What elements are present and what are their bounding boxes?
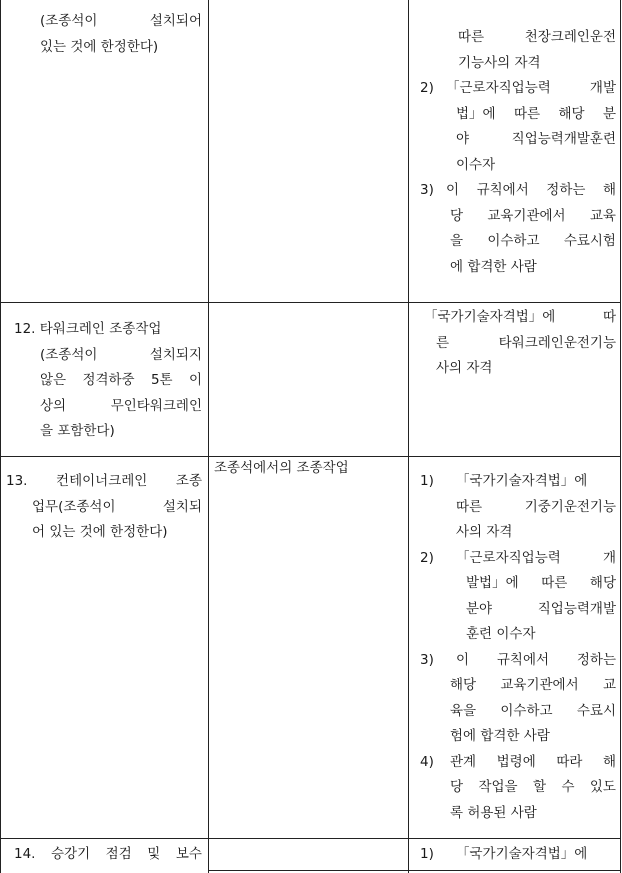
column-divider-1 [208, 0, 209, 873]
word: 따른 [456, 498, 483, 515]
row1-qual-line [420, 25, 616, 51]
word: 설치되어 [149, 13, 202, 29]
word: 「국가기술자격법」에 [424, 309, 556, 325]
item-number: 3) [420, 651, 434, 668]
word: 따 [602, 309, 616, 325]
row3-qual-item-4 [420, 750, 616, 827]
row1-qual-line [420, 76, 616, 102]
row3-qualification-cell [420, 469, 616, 826]
row4-qual-item-1 [420, 842, 616, 868]
row3-qual-line [420, 673, 616, 699]
word: 이 [456, 651, 470, 668]
word: 보수 [175, 846, 202, 862]
row3-qual-line [420, 775, 616, 801]
row3-qual-line: 록 허용된 사람 [450, 804, 537, 821]
row1-qual-line [420, 127, 616, 153]
word: 을 [450, 233, 464, 249]
word: 정격하중 [82, 372, 135, 388]
row1-qual-line [420, 204, 616, 230]
row2-job-cell [14, 317, 202, 445]
word: 이수하고 [487, 233, 540, 249]
word: 따른 [541, 575, 568, 591]
word: 수료시험 [563, 233, 616, 249]
word: 5톤 [150, 372, 173, 388]
word: 교육 [589, 207, 616, 224]
row3-work-cell [214, 456, 404, 482]
word: 교육기관에서 [487, 207, 566, 224]
table-border-right [620, 0, 621, 873]
word: 따라 [556, 753, 583, 770]
row3-qual-line [420, 597, 616, 623]
word: 승강기 [51, 846, 91, 862]
word: 기중기운전기능 [524, 498, 616, 515]
word: 이 [446, 182, 460, 198]
word: 해 [602, 182, 616, 198]
row1-qual-line [420, 178, 616, 204]
row2-job-line [14, 343, 202, 369]
row1-qual-line: 이수자 [456, 156, 496, 173]
word: 및 [147, 846, 161, 862]
row2-job-line [14, 394, 202, 420]
word: 직업능력개발 [537, 600, 616, 617]
item-number: 2) [420, 80, 434, 96]
item-number: 1) [420, 473, 434, 489]
word: 작업을 [478, 779, 518, 795]
word: 조종 [175, 473, 202, 489]
row3-qual-line: 훈련 이수자 [466, 626, 536, 642]
word: 규칙에서 [476, 182, 529, 198]
word: 타워크레인운전기능 [498, 334, 616, 351]
word: 직업능력개발훈련 [511, 131, 616, 147]
row1-qual-line [420, 102, 616, 128]
word: (조종석이 [40, 346, 98, 363]
word: 이 [188, 372, 202, 388]
word: 법령에 [496, 753, 536, 770]
row2-qualification-cell [424, 305, 616, 382]
word: 발법」에 [466, 575, 519, 591]
row3-job-line [6, 495, 202, 521]
row4-job-cell [14, 842, 202, 868]
row3-qual-line: 사의 자격 [456, 524, 513, 540]
row3-qual-line [420, 699, 616, 725]
row1-qual-item-3 [420, 178, 616, 280]
row2-job-line: 을 포함한다) [40, 423, 115, 439]
row1-qual-line: 기능사의 자격 [458, 54, 541, 71]
word: 규칙에서 [496, 651, 550, 668]
word: 른 [436, 334, 450, 351]
row3-work-text: 조종석에서의 조종작업 [214, 460, 349, 476]
row1-qualification-cell [420, 25, 616, 280]
row3-qual-line: 「국가기술자격법」에 [456, 473, 588, 489]
row2-qual-line [424, 305, 616, 331]
word: 교 [602, 677, 616, 693]
row3-qual-line: 험에 합격한 사람 [450, 728, 550, 744]
word: 육을 [450, 702, 477, 719]
item-number: 3) [420, 182, 434, 198]
row2-job-line [14, 368, 202, 394]
row3-qual-item-3 [420, 648, 616, 750]
item-number: 4) [420, 753, 434, 770]
row1-qual-line: 에 합격한 사람 [450, 258, 537, 275]
word: 설치되지 [149, 346, 202, 363]
row-divider-3 [0, 838, 621, 839]
word: 이수하고 [500, 702, 553, 719]
row1-qual-item-2 [420, 76, 616, 178]
table-bottom-border [208, 870, 621, 871]
word: 당 [450, 779, 464, 795]
word: 상의 [40, 397, 67, 414]
word: 개 [602, 549, 616, 566]
word: 천장크레인운전 [524, 29, 616, 45]
word: (조종석이 [40, 13, 98, 29]
row-divider-1 [0, 302, 621, 303]
word: 설치되 [162, 498, 202, 515]
word: 수 [561, 779, 575, 795]
word: 있도 [589, 779, 616, 795]
row1-job-line: 있는 것에 한정한다) [40, 38, 159, 55]
word: 해당 [558, 105, 585, 122]
word: 정하는 [576, 651, 616, 668]
row1-qual-line [420, 229, 616, 255]
row3-qual-line [420, 750, 616, 776]
row3-qual-line [420, 648, 616, 674]
row3-job-cell [6, 469, 202, 546]
row4-qualification-cell [420, 842, 616, 868]
word: 당 [450, 207, 464, 224]
word: 해당 [450, 677, 477, 693]
word: 따른 [458, 29, 485, 45]
column-divider-2 [408, 0, 409, 873]
word: 않은 [40, 372, 67, 388]
row2-qual-line: 사의 자격 [436, 360, 493, 376]
word: 분야 [466, 600, 493, 617]
word: 분 [602, 105, 616, 122]
row3-job-line: 어 있는 것에 한정한다) [32, 524, 168, 540]
word: 교육기관에서 [500, 677, 579, 693]
row2-qual-line [424, 331, 616, 357]
word: 「근로자직업능력 [446, 80, 551, 96]
word: 13. [6, 473, 28, 489]
row3-qual-line [420, 571, 616, 597]
word: 정하는 [546, 182, 586, 198]
word: 관계 [450, 753, 477, 770]
word: 따른 [513, 105, 541, 122]
item-number: 2) [420, 549, 434, 566]
word: 개발 [589, 80, 616, 96]
word: 컨테이너크레인 [56, 473, 148, 489]
word: 법」에 [456, 105, 496, 122]
row2-job-title: 12. 타워크레인 조종작업 [14, 321, 162, 337]
word: 무인타워크레인 [110, 397, 202, 414]
word: 해당 [589, 575, 616, 591]
row3-job-title [6, 469, 202, 495]
word: 수료시 [576, 702, 616, 719]
word: 할 [532, 779, 547, 795]
row3-qual-item-1 [420, 469, 616, 546]
row4-qual-line: 「국가기술자격법」에 [456, 846, 588, 862]
table-border-left [0, 0, 1, 873]
row1-job-line [40, 9, 202, 35]
word: 14. [14, 846, 36, 862]
row3-qual-line [420, 546, 616, 572]
word: 야 [456, 131, 470, 147]
row3-qual-line [420, 495, 616, 521]
word: 점검 [105, 846, 132, 862]
row4-job-title [14, 842, 202, 868]
item-number: 1) [420, 846, 434, 862]
word: 해 [602, 753, 616, 770]
row1-job-cell [40, 9, 202, 60]
row3-qual-item-2 [420, 546, 616, 648]
word: 「근로자직업능력 [456, 549, 561, 566]
word: 업무(조종석이 [32, 498, 116, 515]
